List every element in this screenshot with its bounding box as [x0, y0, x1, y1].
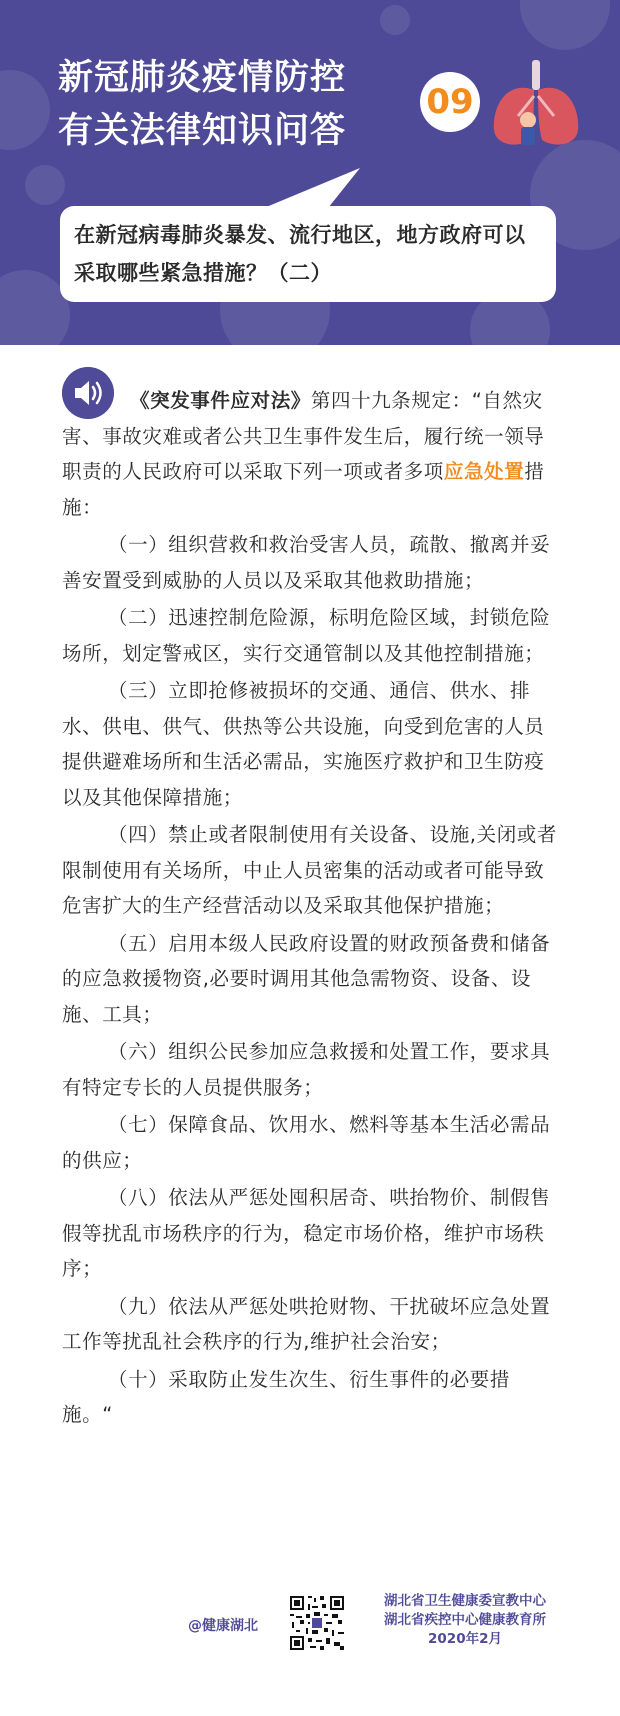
intro-text-end: 措施： [62, 460, 545, 519]
intro-text: 第四十九条规定：“自然灾害、事故灾难或者公共卫生事件发生后，履行统一领导职责的人民政府可以采取下列一项或者多项 [62, 389, 545, 483]
question-text: 在新冠病毒肺炎暴发、流行地区，地方政府可以采取哪些紧急措施？（二） [74, 222, 526, 285]
header-banner [0, 0, 620, 345]
law-name: 《突发事件应对法》 [130, 389, 311, 412]
decor-bubble [25, 165, 65, 205]
article-body [62, 383, 560, 1435]
qr-code-icon [288, 1594, 346, 1652]
title-line-1: 新冠肺炎疫情防控 [58, 58, 347, 98]
measure-item: （三）立即抢修被损坏的交通、通信、供水、排水、供电、供气、供热等公共设施，向受到危害的人员提供避难场所和生活必需品，实施医疗救护和卫生防疫以及其他保障措施； [62, 679, 545, 809]
measure-item: （一）组织营救和救治受害人员，疏散、撤离并妥善安置受到威胁的人员以及采取其他救助措施； [62, 533, 551, 592]
lungs-icon [488, 60, 584, 150]
publisher-info [355, 1592, 575, 1649]
measure-item: （五）启用本级人民政府设置的财政预备费和储备的应急救援物资,必要时调用其他急需物资、设备、设施、工具； [62, 931, 551, 1026]
measure-item: （十）采取防止发生次生、衍生事件的必要措施。“ [62, 1367, 511, 1426]
weibo-handle: @健康湖北 [188, 1618, 258, 1634]
highlight-emergency-measures: 应急处置 [443, 460, 525, 483]
decor-bubble [520, 0, 610, 50]
measure-item: （四）禁止或者限制使用有关设备、设施,关闭或者限制使用有关场所，中止人员密集的活动或者可能导致危害扩大的生产经营活动以及采取其他保护措施； [62, 823, 557, 917]
issue-number-badge: 09 [420, 72, 480, 132]
decor-bubble [0, 70, 50, 150]
measure-item: （六）组织公民参加应急救援和处置工作，要求具有特定专长的人员提供服务； [62, 1040, 551, 1099]
publisher-line-1: 湖北省卫生健康委宣教中心 [384, 1593, 546, 1609]
question-box [60, 206, 556, 302]
page-title [58, 52, 346, 158]
measure-item: （七）保障食品、饮用水、燃料等基本生活必需品的供应； [62, 1113, 551, 1172]
publish-date: 2020年2月 [428, 1631, 502, 1647]
decor-bubble [380, 5, 410, 35]
publisher-line-2: 湖北省疾控中心健康教育所 [384, 1612, 546, 1628]
measure-item: （二）迅速控制危险源，标明危险区域，封锁危险场所，划定警戒区，实行交通管制以及其他控制措施； [62, 606, 551, 665]
title-line-2: 有关法律知识问答 [58, 111, 347, 151]
measure-item: （九）依法从严惩处哄抢财物、干扰破坏应急处置工作等扰乱社会秩序的行为,维护社会治安； [62, 1294, 551, 1353]
measure-item: （八）依法从严惩处囤积居奇、哄抬物价、制假售假等扰乱市场秩序的行为，稳定市场价格，维护市场秩序； [62, 1186, 551, 1280]
intro-paragraph [62, 383, 560, 525]
